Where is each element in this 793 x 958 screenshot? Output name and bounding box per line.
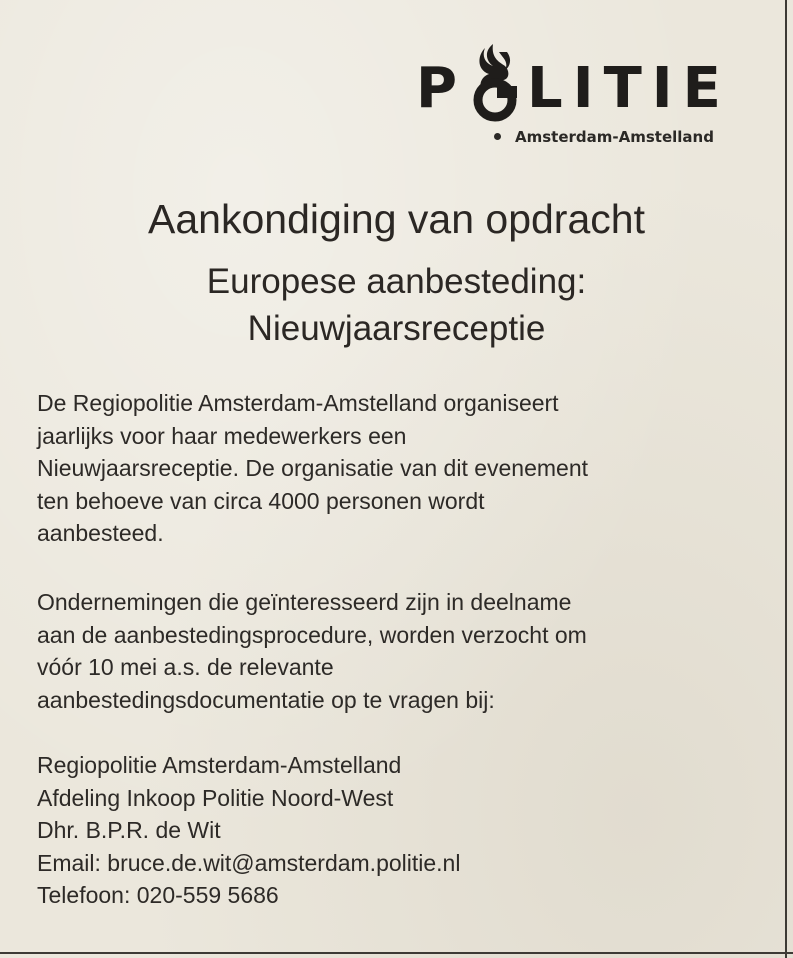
- logo-wordmark: [416, 52, 731, 124]
- logo-subtitle: [494, 128, 714, 146]
- subtitle-line: Europese aanbesteding:: [206, 262, 587, 301]
- logo-subtitle-text: Amsterdam-Amstelland: [515, 128, 714, 146]
- logo-letters-litie: LITIE: [527, 55, 731, 121]
- text-line: aanbestedingsdocumentatie op te vragen bij:: [37, 686, 495, 713]
- contact-department: Afdeling Inkoop Politie Noord-West: [37, 784, 394, 811]
- contact-person: Dhr. B.P.R. de Wit: [37, 817, 221, 843]
- announcement-subtitle: [0, 258, 793, 352]
- text-line: jaarlijks voor haar medewerkers een: [37, 422, 407, 449]
- text-line: Nieuwjaarsreceptie. De organisatie van dit evenement: [37, 455, 589, 481]
- announcement-title: Aankondiging van opdracht: [148, 196, 645, 242]
- clipping-border-bottom: [0, 952, 793, 954]
- politie-logo: [416, 10, 766, 150]
- text-line: aan de aanbestedingsprocedure, worden verzocht om: [37, 621, 587, 648]
- logo-letter-p: P: [416, 55, 468, 121]
- contact-phone: Telefoon: 020-559 5686: [37, 882, 279, 908]
- police-flame-emblem-icon: [469, 42, 521, 114]
- contact-organisation: Regiopolitie Amsterdam-Amstelland: [37, 752, 402, 778]
- contact-block: [37, 749, 757, 912]
- text-line: De Regiopolitie Amsterdam-Amstelland organiseert: [37, 390, 559, 416]
- intro-paragraph: [37, 387, 757, 550]
- text-line: vóór 10 mei a.s. de relevante: [37, 654, 334, 680]
- text-line: aanbesteed.: [37, 520, 164, 546]
- invitation-paragraph: [37, 586, 757, 716]
- text-line: ten behoeve van circa 4000 personen wordt: [37, 487, 485, 514]
- subtitle-line: Nieuwjaarsreceptie: [247, 309, 546, 348]
- clipping-border-right: [785, 0, 787, 958]
- contact-email: Email: bruce.de.wit@amsterdam.politie.nl: [37, 849, 461, 876]
- text-line: Ondernemingen die geïnteresseerd zijn in deelname: [37, 589, 572, 615]
- bullet-icon: [494, 133, 501, 140]
